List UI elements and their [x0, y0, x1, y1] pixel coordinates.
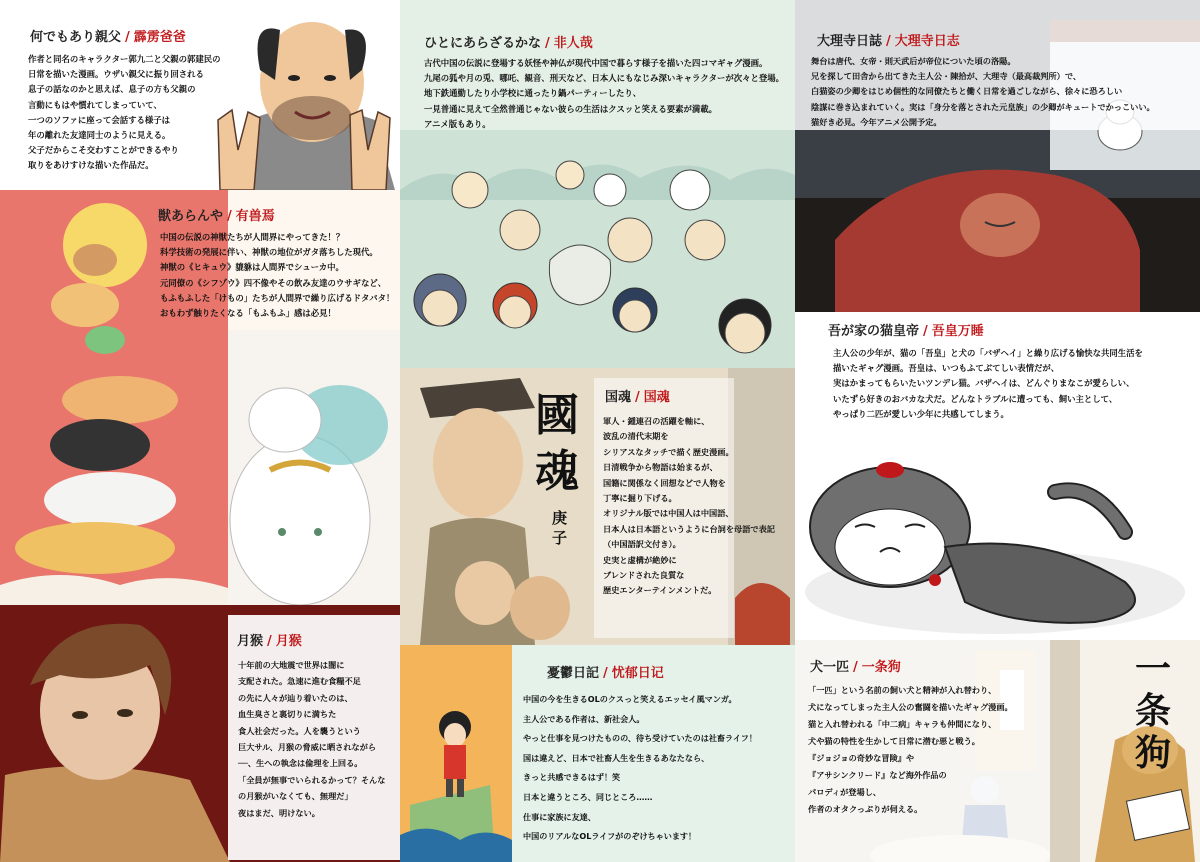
panel-inuippiki [795, 640, 1200, 862]
panel-hitoni [400, 0, 795, 368]
illustration-father [210, 0, 400, 190]
panel-wagaya [795, 312, 1200, 640]
panel-description: 舞台は唐代、女帝・則天武后が帝位についた頃の洛陽。 兄を探して田舎から出てきた主人公・陳拾が、大理寺（最高裁判所）で、 白猫姿の少卿をはじめ個性的な同僚たちと働く日常を過ごしながら、徐々に恐ろしい 陰謀に巻き込まれていく。実は「身分を落とされた元皇族」の少卿がキュートでかっこいい。 猫好き必見。今年アニメ公開予定。 [811, 56, 1155, 127]
panel-title: ひとにあらざるかな / 非人哉 [424, 36, 593, 51]
panel-gessou [0, 605, 400, 862]
panel-description: 中国の今を生きるOLのクスっと笑えるエッセイ風マンガ。 主人公である作者は、新社会人。 やっと仕事を見つけたものの、待ち受けていたのは社畜ライフ！ 国は違えど、日本で社畜人生を生きるあなたなら、 きっと共感できるはず！笑 日本と違うところ、同じところ…… 仕事に家族に友達、 中国のリアルなOLライフがのぞけちゃいます！ [523, 694, 757, 842]
panel-title: 国魂 / 国魂 [605, 390, 670, 405]
panel-oyaji [0, 0, 400, 190]
panel-title: 犬一匹 / 一条狗 [810, 660, 901, 675]
illustration-emperor-cat [795, 452, 1200, 640]
panel-title: 月猴 / 月猴 [237, 634, 302, 649]
panel-title: 獣あらんや / 有兽焉 [158, 209, 275, 224]
kokukon-author: 庚子 [552, 509, 568, 547]
panel-dairiji [795, 0, 1200, 312]
illustration-yokai-group [400, 130, 795, 368]
panel-description: 十年前の大地震で世界は闇に 支配された。急速に進む食糧不足 の先に人々が辿り着いたのは、 血生臭さと裏切りに満ちた 食人社会だった。人を襲うという 巨大サル、月猴の脅威に晒されながら ──、生への執念は倫理を上回る。 「全員が無事でいられるかって？そんな の月猴がいなくても、無理だ」 夜はまだ、明けない。 [238, 660, 386, 818]
panel-description: 軍人・鍾連召の活躍を軸に、 波乱の清代末期を シリアスなタッチで描く歴史漫画。 日清戦争から物語は始まるが、 国籍に関係なく回想などで人物を 丁寧に掘り下げる。 オリジナル版では中国人は中国語、 日本人は日本語というように台詞を母語で表記 （中国語訳文付き）。 史実と虚構が絶妙に ブレンドされた良質な 歴史エンターテインメントだ。 [603, 416, 775, 596]
panel-yuutsu [400, 645, 795, 862]
panel-title: 何でもあり親父 / 霹雳爸爸 [30, 30, 186, 45]
panel-kokukon [400, 368, 795, 645]
panel-description: 「一匹」という名前の飼い犬と精神が入れ替わり、 犬になってしまった主人公の奮闘を描いたギャグ漫画。 猫と入れ替われる「中二病」キャラも仲間になり、 犬や猫の特性を生かして日常に潜む悪と戦う。 『ジョジョの奇妙な冒険』や 『アサシンクリード』など海外作品の パロディが登場し、 作者のオタクっぷりが伺える。 [808, 685, 1013, 814]
panel-juarannya [0, 190, 400, 605]
panel-title: 大理寺日誌 / 大理寺日志 [817, 34, 960, 49]
panel-description: 作者と同名のキャラクター郭九二と父親の郭建民の 日常を描いた漫画。ウザい親父に振り回される 息子の話なのかと思えば、息子の方も父親の 言動にもはや慣れてしまっていて、 一つのソファに座って会話する様子は 年の離れた友達同士のように見える。 父子だからこそ交わすことができるやり 取りをあけすけな描いた作品だ。 [28, 54, 221, 171]
inuippiki-logo: 一条狗 [1135, 648, 1172, 774]
kokukon-logo: 國魂 [535, 390, 579, 497]
panel-title: 吾が家の猫皇帝 / 吾皇万睡 [828, 324, 984, 339]
panel-description: 中国の伝説の神獣たちが人間界にやってきた！？ 科学技術の発展に伴い、神獣の地位がガタ落ちした現代。 神獣の《ヒキュウ》貔貅は人間界でシューカ中。 元同僚の《シフゾウ》四不像やその飲み友達のウサギなど、 もふもふした「けもの」たちが人間界で繰り広げるドタバタ！ おもわず触りたくなる「もふもふ」感は必見！ [160, 232, 395, 319]
panel-description: 古代中国の伝説に登場する妖怪や神仏が現代中国で暮らす様子を描いた四コマギャグ漫画。 九尾の狐や月の兎、哪吒、観音、刑天など、日本人にもなじみ深いキャラクターが次々と登場。 地下鉄通勤したり小学校に通ったり鍋パーティーしたり、 一見普通に見えて全然普通じゃない彼らの生活はクスッと笑える要素が満載。 アニメ版もあり。 [424, 58, 784, 129]
panel-description: 主人公の少年が、猫の「吾皇」と犬の「バザヘイ」と繰り広げる愉快な共同生活を 描いたギャグ漫画。吾皇は、いつもふてぶてしい表情だが、 実はかまってもらいたいツンデレ猫。バザヘイは、どんぐりまなこが愛らしい、 いたずら好きのおバカな犬だ。どんなトラブルに遭っても、飼い主として、 やっぱり二匹が愛しい少年に共感してしまう。 [833, 348, 1143, 419]
panel-title: 憂鬱日記 / 忧郁日记 [547, 666, 664, 681]
